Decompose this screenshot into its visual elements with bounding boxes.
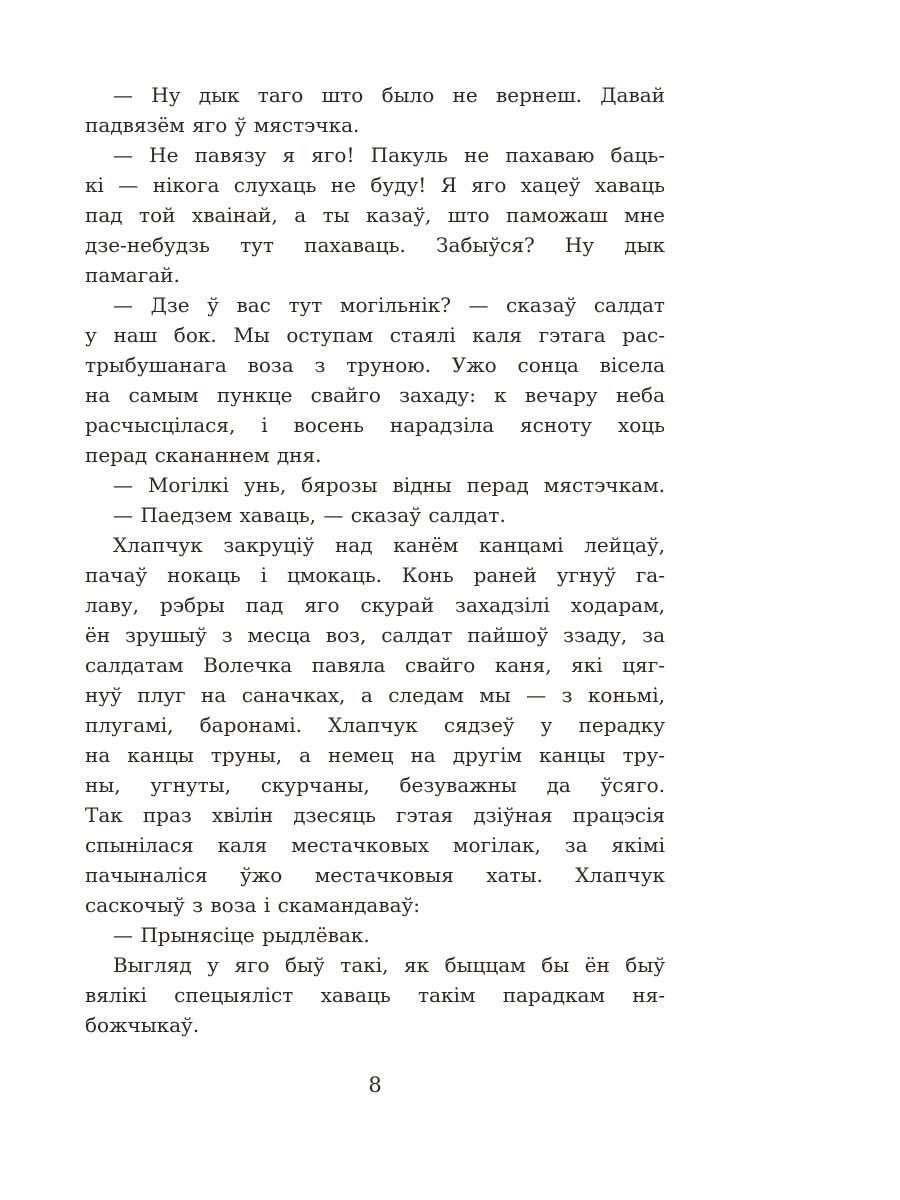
text-line: Так праз хвілін дзесяць гэтая дзіўная працэсія (85, 803, 665, 827)
page-text-block (85, 80, 665, 1040)
text-line: памагай. (85, 263, 180, 287)
text-line: трыбушанага воза з труною. Ужо сонца вісела (85, 353, 665, 377)
paragraph (85, 290, 665, 470)
text-line: ён зрушыў з месца воз, салдат пайшоў ззаду, за (85, 623, 665, 647)
text-line: салдатам Волечка павяла свайго каня, які цяг- (85, 653, 665, 677)
text-line: — Могілкі унь, бярозы відны перад мястэчкам. (113, 473, 665, 497)
text-line: ны, угнуты, скурчаны, безуважны да ўсяго. (85, 773, 665, 797)
text-line: кі — нікога слухаць не буду! Я яго хацеў хаваць (85, 173, 665, 197)
text-line: вялікі спецыяліст хаваць такім парадкам ня- (85, 983, 665, 1007)
text-line: Хлапчук закруціў над канём канцамі лейцаў, (113, 533, 665, 557)
text-line: Выгляд у яго быў такі, як быццам бы ён быў (113, 953, 665, 977)
text-line: — Прынясіце рыдлёвак. (113, 923, 370, 947)
text-line: падвязём яго ў мястэчка. (85, 113, 360, 137)
text-line: лаву, рэбры пад яго скурай захадзілі ходарам, (85, 593, 665, 617)
text-line: нуў плуг на саначках, а следам мы — з коньмі, (85, 683, 665, 707)
page-number: 8 (368, 1073, 382, 1097)
paragraph (85, 950, 665, 1040)
text-line: дзе-небудзь тут пахаваць. Забыўся? Ну дык (85, 233, 665, 257)
text-line: — Не павязу я яго! Пакуль не пахаваю баць- (113, 143, 665, 167)
text-line: спынілася каля местачковых могілак, за якімі (85, 833, 665, 857)
text-line: саскочыў з воза і скамандаваў: (85, 893, 421, 917)
paragraph (85, 500, 665, 530)
paragraph (85, 140, 665, 290)
text-line: перад скананнем дня. (85, 443, 322, 467)
text-line: на самым пункце свайго захаду: к вечару неба (85, 383, 665, 407)
paragraph (85, 530, 665, 920)
text-line: — Дзе ў вас тут могільнік? — сказаў салдат (113, 293, 665, 317)
text-line: расчысцілася, і восень нарадзіла ясноту хоць (85, 413, 665, 437)
paragraph (85, 470, 665, 500)
text-line: пачаў нокаць і цмокаць. Конь раней угнуў га- (85, 563, 665, 587)
text-line: пачыналіся ўжо местачковыя хаты. Хлапчук (85, 863, 665, 887)
text-line: — Паедзем хаваць, — сказаў салдат. (113, 503, 506, 527)
text-line: пад той хваінай, а ты казаў, што паможаш мне (85, 203, 665, 227)
paragraph (85, 920, 665, 950)
text-line: у наш бок. Мы оступам стаялі каля гэтага рас- (85, 323, 665, 347)
text-line: плугамі, баронамі. Хлапчук сядзеў у перадку (85, 713, 665, 737)
paragraph (85, 80, 665, 140)
text-line: — Ну дык таго што было не вернеш. Давай (113, 83, 665, 107)
text-line: божчыкаў. (85, 1013, 200, 1037)
text-line: на канцы труны, а немец на другім канцы тру- (85, 743, 665, 767)
